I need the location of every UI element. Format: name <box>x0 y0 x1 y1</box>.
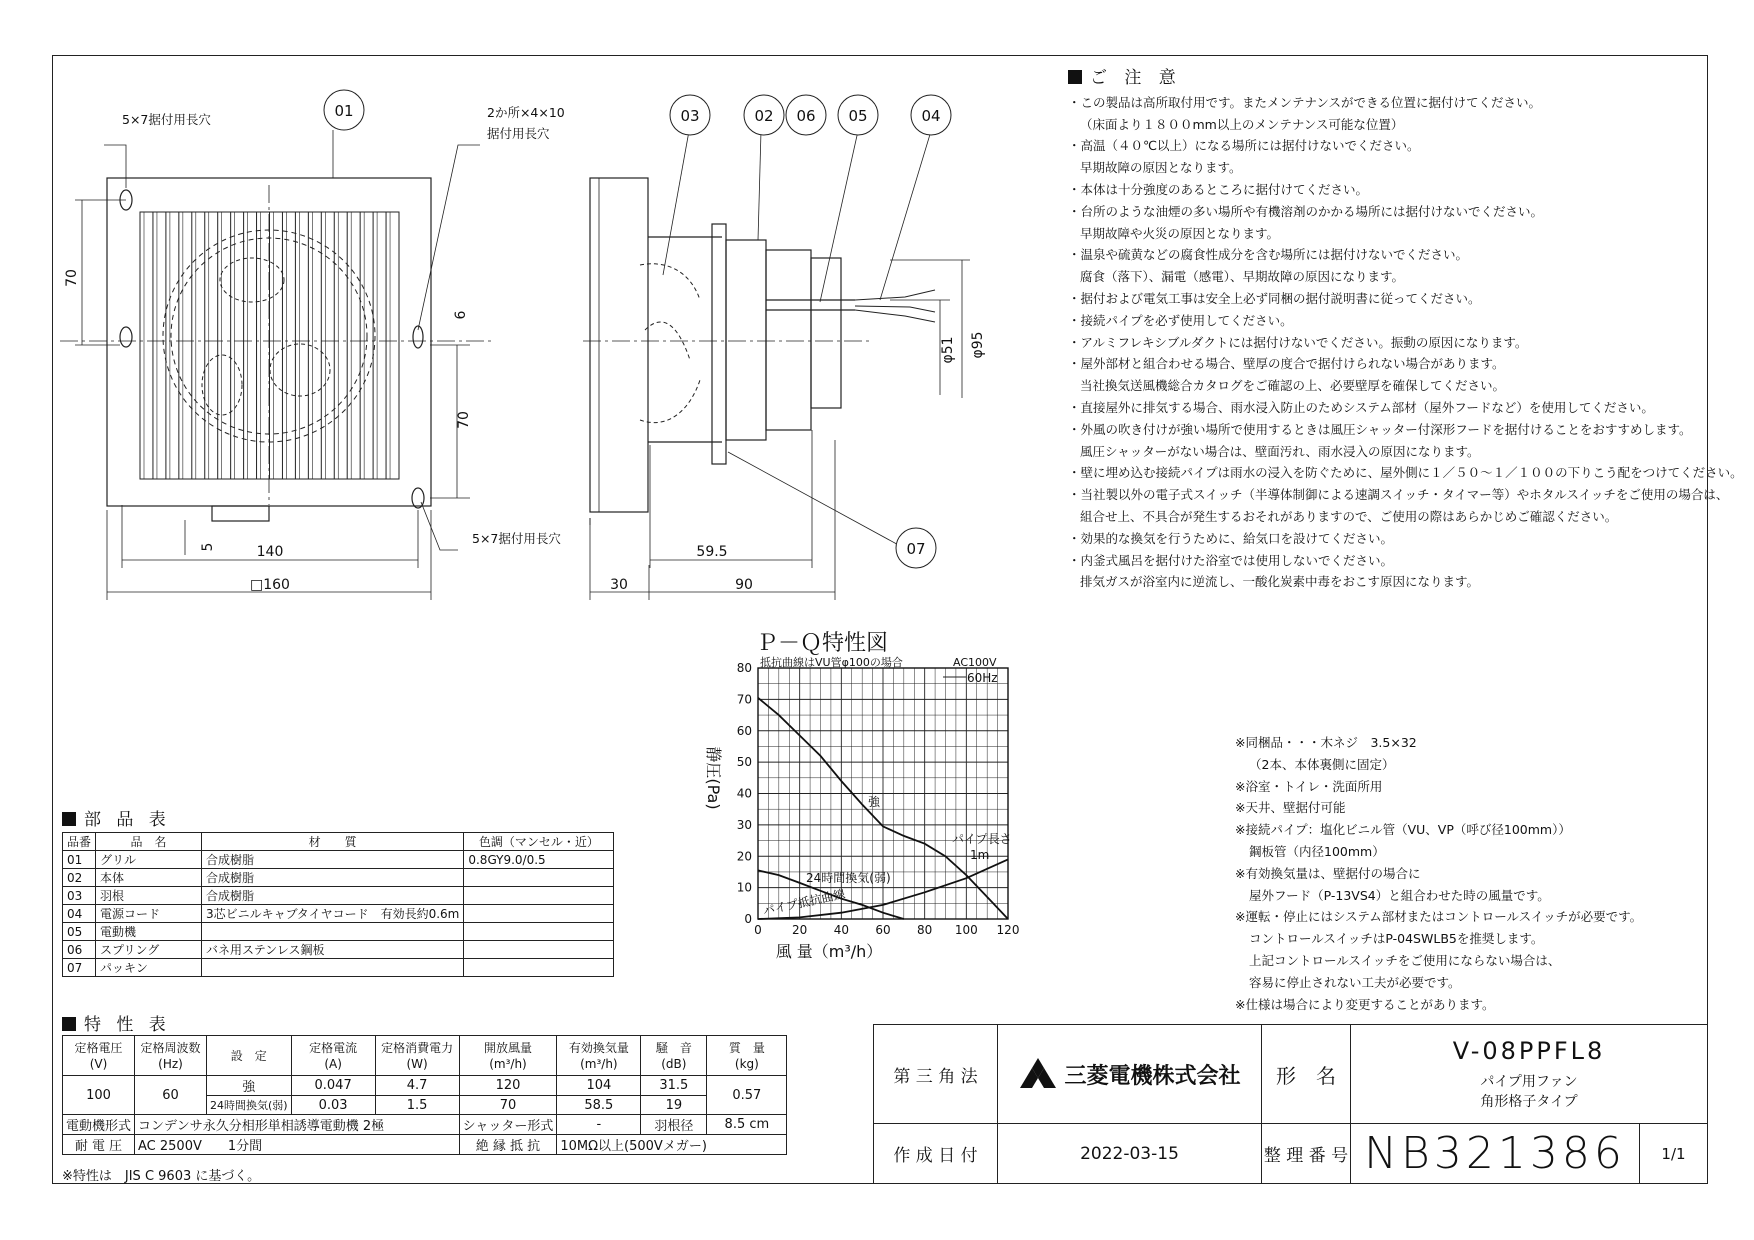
y-tick-label: 40 <box>736 786 752 801</box>
withstand-voltage-label: 耐 電 圧 <box>63 1135 135 1155</box>
y-tick-label: 60 <box>736 723 752 738</box>
x-tick-label: 100 <box>954 923 978 937</box>
parts-row <box>63 887 614 905</box>
parts-cell: 02 <box>63 869 96 887</box>
caution-line: 早期故障の原因となります。 <box>1080 160 1242 176</box>
grille-slats <box>140 212 399 479</box>
x-tick-label: 40 <box>833 923 849 937</box>
spec-header-text: (kg) <box>734 1056 759 1071</box>
section-marker-icon <box>62 812 76 826</box>
parts-row <box>63 869 614 887</box>
spec-header-text: 定格電圧 <box>74 1040 123 1055</box>
balloon-text: 03 <box>680 107 700 125</box>
spec-current: 0.047 <box>291 1076 375 1096</box>
balloon-text: 06 <box>796 107 816 125</box>
spec-effective-airflow: 58.5 <box>557 1096 641 1115</box>
parts-row <box>63 851 614 869</box>
label-slot-top: 5×7据付用長穴 <box>122 112 211 127</box>
caution-line: ・据付および電気工事は安全上必ず同梱の据付説明書に従ってください。 <box>1068 290 1481 306</box>
spec-header-cell <box>459 1036 557 1076</box>
caution-line: ・直接屋外に排気する場合、雨水浸入防止のためシステム部材（屋外フードなど）を使用してください。 <box>1068 399 1654 415</box>
side-note-line: コントロールスイッチはP-04SWLB5を推奨します。 <box>1249 931 1544 947</box>
caution-line: ・温泉や硫黄などの腐食性成分を含む場所には据付けないでください。 <box>1068 247 1469 263</box>
parts-cell: 0.8GY9.0/0.5 <box>464 851 614 869</box>
side-note-line: 容易に停止されない工夫が必要です。 <box>1249 974 1461 990</box>
parts-cell: 合成樹脂 <box>202 887 464 905</box>
dim-5: 5 <box>200 542 216 552</box>
parts-header-cell: 品番 <box>63 833 96 851</box>
projection-cell <box>873 1024 998 1124</box>
caution-line: ・効果的な換気を行うために、給気口を設けてください。 <box>1068 530 1394 546</box>
pipe-length-label: パイプ長さ <box>952 832 1012 846</box>
spec-open-airflow: 120 <box>459 1076 557 1096</box>
specs-heading-wrap <box>62 1010 171 1035</box>
model-cell <box>1350 1024 1708 1124</box>
parts-cell: 電源コード <box>96 905 202 923</box>
caution-line: ・アルミフレキシブルダクトには据付けないでください。振動の原因になります。 <box>1068 334 1528 350</box>
balloon-text: 01 <box>334 102 354 120</box>
spec-header-text: 定格電流 <box>309 1040 358 1055</box>
spec-header-text: (m³/h) <box>580 1056 618 1071</box>
side-note-line: ※有効換気量は、壁据付の場合に <box>1235 865 1421 881</box>
side-note-line: ※接続パイプ：塩化ビニル管（VU、VP（呼び径100mm）） <box>1235 822 1571 838</box>
parts-cell: 合成樹脂 <box>202 851 464 869</box>
caution-line: 早期故障や火災の原因となります。 <box>1080 225 1280 241</box>
x-tick-label: 80 <box>917 923 933 937</box>
section-marker-icon <box>1068 70 1082 84</box>
parts-row <box>63 923 614 941</box>
y-tick-label: 80 <box>736 661 752 675</box>
chart-xlabel: 風 量（m³/h） <box>775 942 883 961</box>
side-note-line: 屋外フード（P-13VS4）と組合わせた時の風量です。 <box>1249 887 1550 903</box>
spec-noise: 31.5 <box>641 1076 707 1096</box>
spec-header-cell <box>63 1036 135 1076</box>
parts-cell <box>464 887 614 905</box>
balloon-text: 07 <box>906 540 926 558</box>
label-slot-pair-1: 2か所×4×10 <box>487 105 565 120</box>
spec-header-cell <box>291 1036 375 1076</box>
label-slot-pair-2: 据付用長穴 <box>487 126 550 141</box>
chart-title: Ｐ－Ｑ特性図 <box>755 631 889 656</box>
specs-table <box>62 1035 787 1155</box>
parts-cell: 06 <box>63 941 96 959</box>
spec-header-text: (A) <box>324 1056 342 1071</box>
model-desc-2: 角形格子タイプ <box>1480 1094 1578 1110</box>
sheet-cell <box>1639 1123 1708 1184</box>
company-cell <box>997 1024 1262 1124</box>
dim-70a: 70 <box>64 269 80 287</box>
parts-cell: スプリング <box>96 941 202 959</box>
date-cell <box>997 1123 1262 1184</box>
parts-cell <box>464 905 614 923</box>
parts-table <box>62 832 614 977</box>
parts-cell: 合成樹脂 <box>202 869 464 887</box>
spec-frequency: 60 <box>135 1076 207 1115</box>
dim-phi51: φ51 <box>940 336 956 364</box>
caution-line: ・外風の吹き付けが強い場所で使用するときは風圧シャッター付深形フードを据付けることをおすすめします。 <box>1068 421 1692 437</box>
mitsubishi-logo-icon <box>1018 1057 1058 1091</box>
spec-header-text: 開放風量 <box>483 1040 532 1055</box>
parts-cell: 電動機 <box>96 923 202 941</box>
spec-header-text: 質 量 <box>728 1040 765 1055</box>
side-note-line: ※浴室・トイレ・洗面所用 <box>1235 778 1383 794</box>
caution-line: ・台所のような油煙の多い場所や有機溶剤のかかる場所には据付けないでください。 <box>1068 203 1544 219</box>
parts-heading: 部 品 表 <box>84 810 171 830</box>
curve-label-pipe: パイプ抵抗曲線 <box>761 886 847 918</box>
parts-cell: 01 <box>63 851 96 869</box>
spec-effective-airflow: 104 <box>557 1076 641 1096</box>
spec-noise: 19 <box>641 1096 707 1115</box>
y-tick-label: 30 <box>736 817 752 832</box>
caution-line: 排気ガスが浴室内に逆流し、一酸化炭素中毒をおこす原因になります。 <box>1080 574 1480 590</box>
balloon-text: 05 <box>848 107 868 125</box>
spec-header-text: (Hz) <box>158 1056 183 1071</box>
x-tick-label: 20 <box>792 923 808 937</box>
y-tick-label: 0 <box>744 912 752 926</box>
parts-cell <box>202 923 464 941</box>
side-note-line: ※天井、壁据付可能 <box>1235 800 1346 816</box>
spec-mode: 24時間換気(弱) <box>207 1096 292 1115</box>
chart-ylabel: 静圧(Pa) <box>704 746 723 810</box>
spec-header-cell <box>375 1036 459 1076</box>
caution-line: 風圧シャッターがない場合は、壁面汚れ、雨水浸入の原因になります。 <box>1080 443 1480 459</box>
y-tick-label: 50 <box>736 755 752 770</box>
parts-cell <box>464 869 614 887</box>
caution-line: ・屋外部材と組合わせる場合、壁厚の度合で据付けられない場合があります。 <box>1068 356 1505 372</box>
spec-header-text: 定格消費電力 <box>381 1040 454 1055</box>
spec-power: 1.5 <box>375 1096 459 1115</box>
curve-label-weak: 24時間換気(弱) <box>806 871 891 885</box>
caution-line: 当社換気送風機総合カタログをご確認の上、必要壁厚を確保してください。 <box>1080 378 1506 394</box>
side-note-line: ※運転・停止にはシステム部材またはコントロールスイッチが必要です。 <box>1235 909 1643 925</box>
spec-header-text: 有効換気量 <box>568 1040 629 1055</box>
chart-note-right: AC100V <box>953 656 997 669</box>
caution-line: ・高温（４０℃以上）になる場所には据付けないでください。 <box>1068 138 1420 154</box>
side-note-line: （2本、本体裏側に固定） <box>1249 756 1395 772</box>
parts-cell: 05 <box>63 923 96 941</box>
specs-heading: 特 性 表 <box>84 1015 171 1035</box>
dim-phi95: φ95 <box>970 331 986 359</box>
parts-cell: 07 <box>63 959 96 977</box>
spec-header-text: (W) <box>406 1056 428 1071</box>
chart-note-left: 抵抗曲線はVU管φ100の場合 <box>760 656 903 669</box>
caution-line: ・接続パイプを必ず使用してください。 <box>1068 312 1293 328</box>
caution-notes <box>1068 68 1743 593</box>
x-tick-label: 0 <box>754 923 762 937</box>
caution-line: ・当社製以外の電子式スイッチ（半導体制御による速調スイッチ・タイマー等）やホタルスイッチをご使用の場合は、 <box>1068 487 1729 503</box>
parts-row <box>63 959 614 977</box>
parts-cell: パッキン <box>96 959 202 977</box>
spec-header-text: 設 定 <box>230 1048 267 1063</box>
dim-30: 30 <box>610 577 628 593</box>
spec-header-cell <box>207 1036 292 1076</box>
parts-heading-wrap <box>62 805 171 830</box>
side-notes <box>1235 732 1642 1015</box>
chart-legend: 60Hz <box>967 671 998 685</box>
parts-cell: グリル <box>96 851 202 869</box>
balloon-text: 04 <box>921 107 941 125</box>
caution-line: ・内釜式風呂を据付けた浴室では使用しないでください。 <box>1068 552 1394 568</box>
x-tick-label: 120 <box>996 923 1020 937</box>
caution-line: ・本体は十分強度のあるところに据付けてください。 <box>1068 181 1369 197</box>
parts-cell: 04 <box>63 905 96 923</box>
label-slot-bottom: 5×7据付用長穴 <box>472 531 561 546</box>
spec-power: 4.7 <box>375 1076 459 1096</box>
parts-cell: 03 <box>63 887 96 905</box>
spec-header-text: 騒 音 <box>655 1040 692 1055</box>
ref-cell <box>1350 1123 1640 1184</box>
spec-header-cell <box>641 1036 707 1076</box>
parts-cell: 3芯ビニルキャブタイヤコード 有効長約0.6m <box>202 905 464 923</box>
dim-59-5: 59.5 <box>696 544 728 560</box>
dim-160: □160 <box>250 577 290 593</box>
parts-header-cell: 材 質 <box>202 833 464 851</box>
model-name: V-08PPFL8 <box>1452 1037 1606 1065</box>
company-name: 三菱電機株式会社 <box>1064 1063 1241 1089</box>
creation-date: 2022-03-15 <box>1080 1143 1179 1164</box>
parts-cell: 羽根 <box>96 887 202 905</box>
withstand-voltage-value: AC 2500V 1分間 <box>135 1135 460 1155</box>
ref-label: 整 理 番 号 <box>1263 1146 1349 1166</box>
spec-header-cell <box>557 1036 641 1076</box>
parts-header-cell: 色調（マンセル・近） <box>464 833 614 851</box>
side-note-line: 上記コントロールスイッチをご使用にならない場合は、 <box>1249 952 1561 968</box>
caution-line: ・この製品は高所取付用です。またメンテナンスができる位置に据付けてください。 <box>1068 94 1542 110</box>
motor-type-label: 電動機形式 <box>63 1115 135 1135</box>
spec-mass: 0.57 <box>707 1076 787 1115</box>
dim-140: 140 <box>256 544 284 560</box>
side-note-line: ※仕様は場合により変更することがあります。 <box>1235 996 1495 1012</box>
caution-line: 組合せ上、不具合が発生するおそれがありますので、ご使用の際はあらかじめご確認ください。 <box>1080 508 1618 524</box>
spec-header-cell <box>135 1036 207 1076</box>
ref-label-cell <box>1261 1123 1351 1184</box>
spec-header-cell <box>707 1036 787 1076</box>
y-tick-label: 20 <box>736 849 752 864</box>
spec-header-text: (m³/h) <box>489 1056 527 1071</box>
side-note-line: 鋼板管（内径100mm） <box>1249 843 1385 859</box>
dim-70b: 70 <box>456 411 472 429</box>
spec-header-text: (V) <box>89 1056 108 1071</box>
parts-cell: 本体 <box>96 869 202 887</box>
spec-footnote: ※特性は JIS C 9603 に基づく。 <box>62 1169 261 1184</box>
parts-row <box>63 941 614 959</box>
spec-header-text: (dB) <box>661 1056 687 1071</box>
insulation-value: 10MΩ以上(500Vメガー) <box>557 1135 787 1155</box>
y-tick-label: 10 <box>736 880 752 895</box>
parts-cell <box>464 941 614 959</box>
spec-current: 0.03 <box>291 1096 375 1115</box>
dim-90: 90 <box>735 577 753 593</box>
caution-line: （床面より１８００mm以上のメンテナンス可能な位置） <box>1080 116 1404 132</box>
blade-diameter-value: 8.5 cm <box>707 1115 787 1135</box>
spec-mode: 強 <box>207 1076 292 1096</box>
reference-number: NB321386 <box>1364 1128 1626 1179</box>
section-marker-icon <box>62 1017 76 1031</box>
balloon-text: 02 <box>754 107 774 125</box>
x-tick-label: 60 <box>875 923 891 937</box>
date-label: 作 成 日 付 <box>893 1146 978 1166</box>
date-label-cell <box>873 1123 998 1184</box>
parts-header-cell: 品 名 <box>96 833 202 851</box>
model-desc-1: パイプ用ファン <box>1480 1074 1578 1090</box>
parts-row <box>63 905 614 923</box>
y-tick-label: 70 <box>736 692 752 707</box>
parts-cell <box>202 959 464 977</box>
dim-6: 6 <box>453 310 469 320</box>
spec-header-text: 定格周波数 <box>140 1040 201 1055</box>
caution-line: 腐食（落下）、漏電（感電）、早期故障の原因になります。 <box>1080 269 1405 285</box>
shutter-value: - <box>557 1115 641 1135</box>
side-note-line: ※同梱品・・・木ネジ 3.5×32 <box>1235 735 1417 750</box>
motor-type-value: コンデンサ永久分相形単相誘導電動機 2極 <box>135 1115 460 1135</box>
shutter-label: シャッター形式 <box>459 1115 557 1135</box>
blade-diameter-label: 羽根径 <box>641 1115 707 1135</box>
parts-cell <box>464 959 614 977</box>
spec-voltage: 100 <box>63 1076 135 1115</box>
model-label: 形 名 <box>1276 1063 1336 1088</box>
insulation-label: 絶 縁 抵 抗 <box>459 1135 557 1155</box>
projection-text: 第 三 角 法 <box>893 1066 978 1087</box>
sheet-number: 1/1 <box>1661 1144 1686 1163</box>
parts-cell <box>464 923 614 941</box>
parts-cell: バネ用ステンレス鋼板 <box>202 941 464 959</box>
spec-open-airflow: 70 <box>459 1096 557 1115</box>
caution-line: ・壁に埋め込む接続パイプは雨水の浸入を防ぐために、屋外側に１／５０～１／１００の下りこう配をつけてください。 <box>1068 465 1743 481</box>
model-label-cell <box>1261 1024 1351 1124</box>
caution-heading: ご 注 意 <box>1090 68 1182 88</box>
pipe-length-value: 1m <box>970 848 990 862</box>
curve-label-strong: 強 <box>868 795 881 809</box>
